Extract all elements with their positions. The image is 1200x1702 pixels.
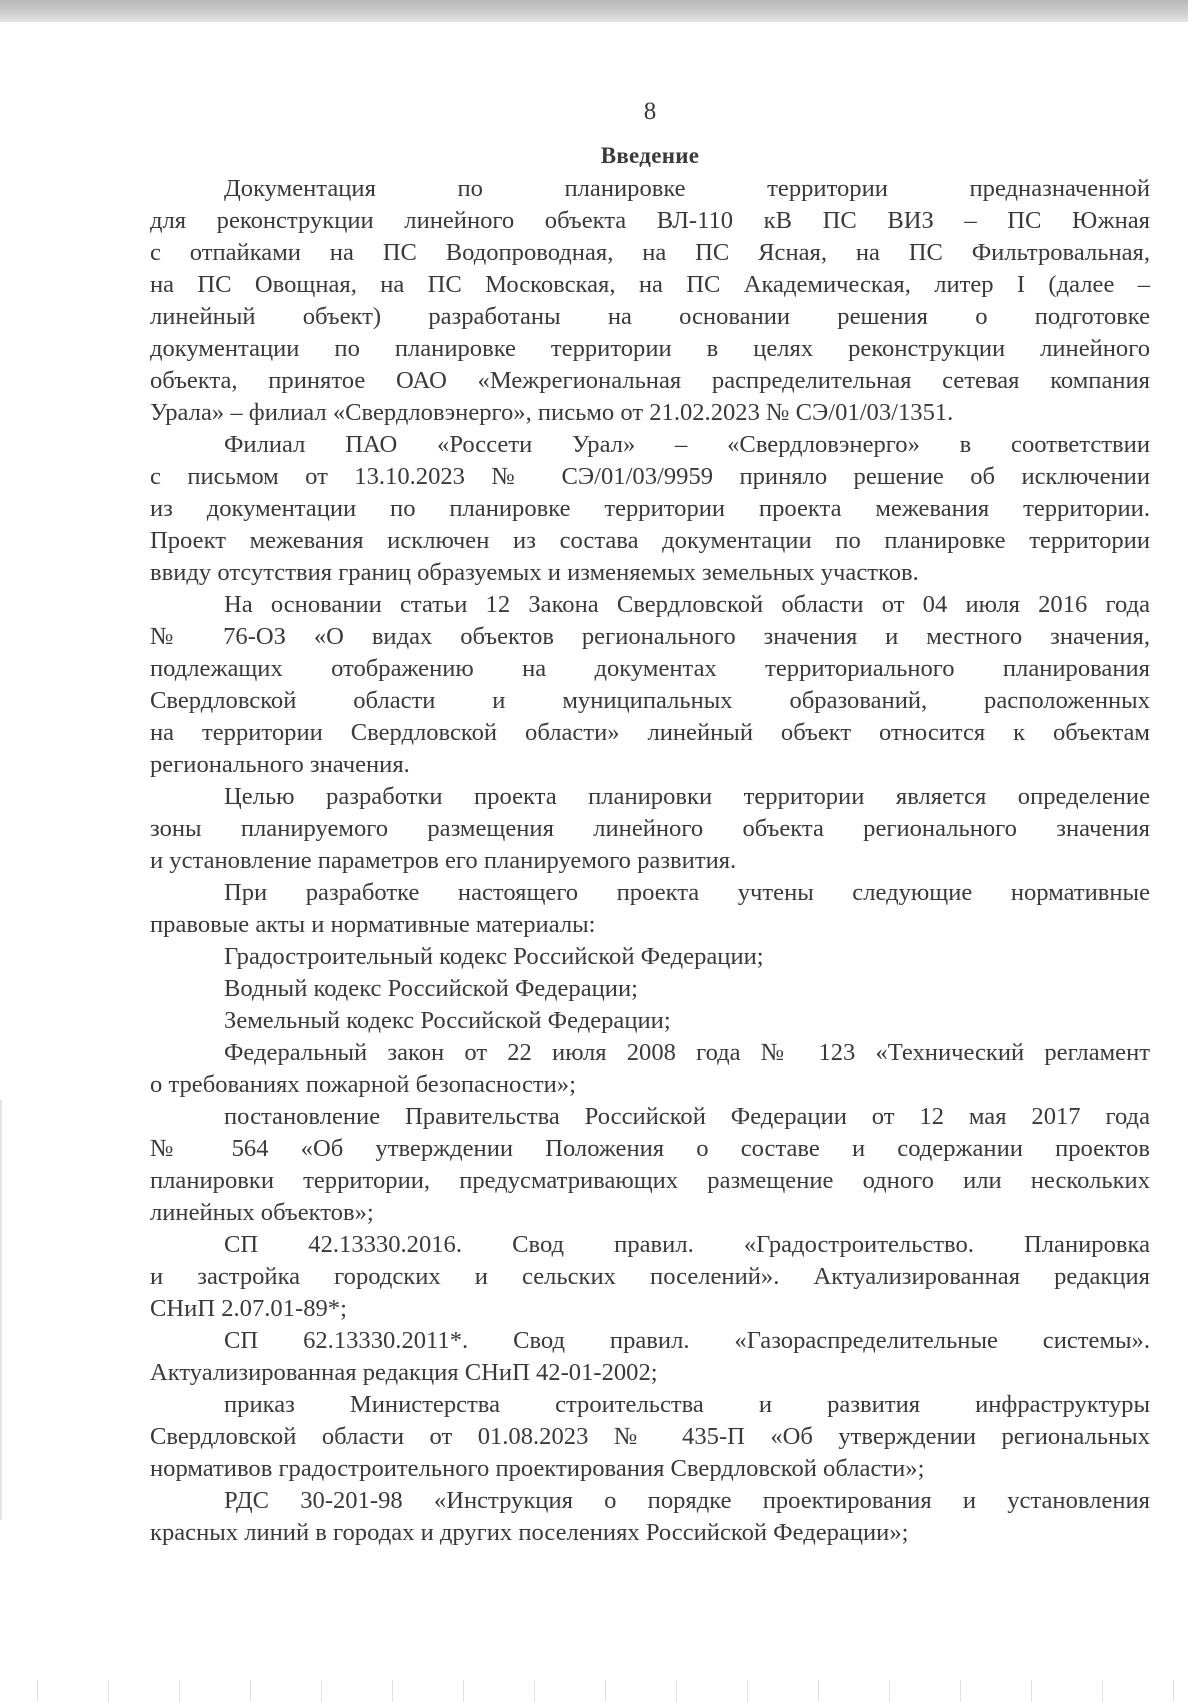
paragraph-line: ввиду отсутствия границ образуемых и изменяемых земельных участков. [150,559,919,586]
paragraph-line: с отпайками на ПС Водопроводная, на ПС Ясная, на ПС Фильтровальная, [150,239,1150,266]
paragraph-line: линейных объектов»; [150,1199,374,1226]
codes-list [150,941,1150,1037]
paragraph [150,589,1150,781]
paragraph-line: СП 62.13330.2011*. Свод правил. «Газораспределительные системы». [224,1327,1150,1354]
paragraph-line: из документации по планировке территории проекта межевания территории. [150,495,1150,522]
document-page [150,0,1150,1702]
paragraph [150,1101,1150,1229]
paragraph-line: Федеральный закон от 22 июля 2008 года № 123 «Технический регламент [224,1039,1150,1066]
list-item: Градостроительный кодекс Российской Федерации; [224,943,764,970]
paragraph-line: Документация по планировке территории предназначенной [224,175,1150,202]
paragraph-line: и застройка городских и сельских поселений». Актуализированная редакция [150,1263,1150,1290]
paragraph [150,1229,1150,1325]
paragraph-line: подлежащих отображению на документах территориального планирования [150,655,1150,682]
paragraph-line: РДС 30-201-98 «Инструкция о порядке проектирования и установления [224,1487,1150,1514]
paragraph-line: красных линий в городах и других поселениях Российской Федерации»; [150,1519,909,1546]
paragraph-line: Урала» – филиал «Свердловэнерго», письмо от 21.02.2023 № СЭ/01/03/1351. [150,399,954,426]
paragraph-line: СНиП 2.07.01-89*; [150,1295,347,1322]
paragraph-line: постановление Правительства Российской Федерации от 12 мая 2017 года [224,1103,1150,1130]
list-item: Водный кодекс Российской Федерации; [224,975,638,1002]
paragraph [150,429,1150,589]
paragraph-line: и установление параметров его планируемого развития. [150,847,737,874]
paragraph-line: документации по планировке территории в целях реконструкции линейного [150,335,1150,362]
paragraph [150,1485,1150,1549]
list-item: Земельный кодекс Российской Федерации; [224,1007,671,1034]
paragraph-line: СП 42.13330.2016. Свод правил. «Градостроительство. Планировка [224,1231,1150,1258]
paragraph-line: нормативов градостроительного проектирования Свердловской области»; [150,1455,925,1482]
paragraph-line: на ПС Овощная, на ПС Московская, на ПС Академическая, литер I (далее – [150,271,1150,298]
paragraph-line: № 564 «Об утверждении Положения о составе и содержании проектов [150,1135,1150,1162]
paragraph [150,1389,1150,1485]
paragraph-line: Проект межевания исключен из состава документации по планировке территории [150,527,1150,554]
paragraph-line: Свердловской области от 01.08.2023 № 435-П «Об утверждении региональных [150,1423,1150,1450]
paragraph-line: Актуализированная редакция СНиП 42-01-2002; [150,1359,658,1386]
scan-left-edge [0,1100,2,1520]
paragraph-line: № 76-ОЗ «О видах объектов регионального значения и местного значения, [150,623,1150,650]
paragraph-line: регионального значения. [150,751,410,778]
paragraph [150,173,1150,429]
paragraph-line: На основании статьи 12 Закона Свердловской области от 04 июля 2016 года [224,591,1150,618]
paragraph-line: о требованиях пожарной безопасности»; [150,1071,576,1098]
paragraph-line: планировки территории, предусматривающих размещение одного или нескольких [150,1167,1150,1194]
paragraph-line: линейный объект) разработаны на основании решения о подготовке [150,303,1150,330]
paragraph-line: объекта, принятое ОАО «Межрегиональная распределительная сетевая компания [150,367,1150,394]
paragraph-line: приказ Министерства строительства и развития инфраструктуры [224,1391,1150,1418]
paragraph-line: правовые акты и нормативные материалы: [150,911,596,938]
paragraphs-regulations [150,1037,1150,1549]
paragraph [150,1325,1150,1389]
scan-bottom-noise [0,1680,1200,1702]
paragraph-line: Целью разработки проекта планировки территории является определение [224,783,1150,810]
paragraph [150,781,1150,877]
paragraph [150,877,1150,941]
document-body [150,173,1150,1549]
paragraphs-intro [150,173,1150,941]
paragraph-line: с письмом от 13.10.2023 № СЭ/01/03/9959 приняло решение об исключении [150,463,1150,490]
section-heading: Введение [600,143,700,168]
page-number: 8 [643,98,657,125]
paragraph-line: для реконструкции линейного объекта ВЛ-110 кВ ПС ВИЗ – ПС Южная [150,207,1150,234]
paragraph-line: При разработке настоящего проекта учтены следующие нормативные [224,879,1150,906]
paragraph-line: Свердловской области и муниципальных образований, расположенных [150,687,1150,714]
paragraph-line: зоны планируемого размещения линейного объекта регионального значения [150,815,1150,842]
paragraph-line: Филиал ПАО «Россети Урал» – «Свердловэнерго» в соответствии [224,431,1150,458]
paragraph-line: на территории Свердловской области» линейный объект относится к объектам [150,719,1150,746]
paragraph [150,1037,1150,1101]
